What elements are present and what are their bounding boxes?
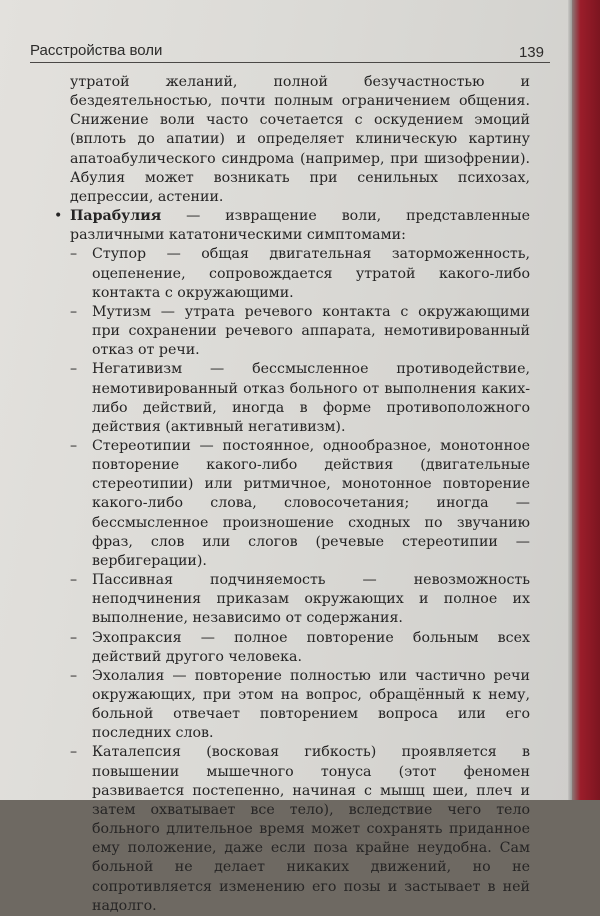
- dash-marker: –: [70, 667, 78, 684]
- dash-marker: –: [70, 744, 78, 761]
- list-item-text: Эхолалия — повторение полностью или частично речи окружающих, при этом на вопрос, обращённый к нему, больной отвечает повторением вопроса или его последних слов.: [92, 667, 530, 742]
- list-item: [70, 743, 530, 915]
- dash-marker: –: [70, 572, 78, 589]
- list-item-text: Негативизм — бессмысленное противодействие, немотивированный отказ больного от выполнения каких-либо действий, иногда в форме противоположного действия (активный негативизм).: [92, 361, 530, 435]
- intro-paragraph: утратой желаний, полной безучастностью и бездеятельностью, почти полным ограничением общения. Снижение воли часто сочетается с оскудением эмоций (вплоть до апатии) и определяет клиническую картину апатоабулического синдрома (например, при шизофрении). Абулия может возникать при сенильных психозах, депрессии, астении.: [70, 74, 530, 205]
- running-title: Расстройства воли: [30, 42, 163, 59]
- list-item: [70, 667, 530, 744]
- page-number: 139: [518, 44, 544, 61]
- running-header: [30, 36, 550, 66]
- list-item: [70, 629, 530, 667]
- book-spine: [572, 0, 600, 800]
- parabulia-definition: — извращение воли, представленные различными кататоническими симптомами:: [70, 208, 530, 244]
- dash-marker: –: [70, 246, 78, 263]
- bullet-marker: •: [54, 208, 63, 225]
- list-item-text: Ступор — общая двигательная заторможенность, оцепенение, сопровождается утратой какого-либо контакта с окружающими.: [92, 246, 530, 301]
- list-item: [70, 303, 530, 360]
- dash-marker: –: [70, 303, 78, 320]
- page-body: [54, 73, 530, 916]
- list-item: [70, 437, 530, 571]
- parabulia-term: Парабулия: [70, 208, 162, 225]
- list-item-text: Пассивная подчиняемость — невозможность неподчинения приказам окружающих и полное их выполнение, независимо от содержания.: [92, 572, 530, 627]
- dash-marker: –: [70, 361, 78, 378]
- list-item: [70, 360, 530, 437]
- list-item: [70, 245, 530, 302]
- list-item-text: Эхопраксия — полное повторение больным всех действий другого человека.: [92, 629, 530, 665]
- dash-marker: –: [70, 437, 78, 454]
- dash-marker: –: [70, 629, 78, 646]
- list-item-text: Мутизм — утрата речевого контакта с окружающими при сохранении речевого аппарата, немотивированный отказ от речи.: [92, 303, 530, 359]
- list-item: [70, 571, 530, 628]
- list-item-text: Стереотипии — постоянное, однообразное, монотонное повторение какого-либо действия (двигательные стереотипии) или ритмичное, монотонное повторение какого-либо слова, словосочетания; иногда — бессмысленное произношение сходных по звучанию фраз, слов или слогов (речевые стереотипии — вербигерации).: [92, 437, 530, 569]
- list-item-text: Каталепсия (восковая гибкость) проявляется в повышении мышечного тонуса (этот феномен развивается постепенно, начиная с мышц шеи, плеч и затем охватывает все тело), вследствие чего тело больного длительное время может сохранять приданное ему положение, даже если поза крайне неудобна. Сам больной не делает никаких движений, но не сопротивляется изменению его позы и застывает в ней надолго.: [92, 744, 530, 914]
- parabulia-bullet: [54, 207, 530, 245]
- header-rule: [30, 62, 550, 63]
